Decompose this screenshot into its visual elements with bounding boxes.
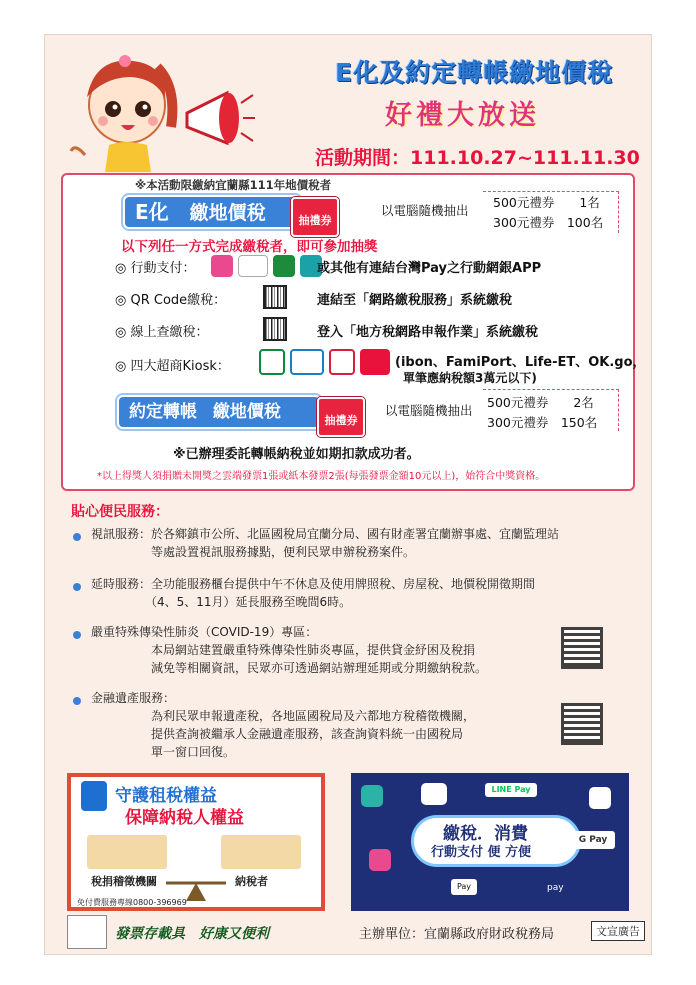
app-icon <box>369 849 391 871</box>
seven-eleven-logo-icon <box>259 349 285 375</box>
line-pay-badge: LINE Pay <box>485 783 537 797</box>
e-pay-pill-left: E化 <box>135 200 169 224</box>
hilife-logo-icon <box>329 349 355 375</box>
e-pay-pill <box>123 195 301 229</box>
method-mobile-payment-desc: 或其他有連結台灣Pay之行動網銀APP <box>317 261 542 276</box>
gift-box-icon <box>317 397 365 437</box>
mobile-payment-icons <box>211 255 322 281</box>
e-pay-draw-method: 以電腦隨機抽出 <box>381 203 469 218</box>
method-mobile-payment-label: ◎ 行動支付： <box>115 261 196 276</box>
gift-label: 抽禮券 <box>298 214 332 227</box>
hotline-text: 免付費服務專線0800-396969 <box>77 898 187 907</box>
app-icon <box>589 787 611 809</box>
covid-qr-code-icon[interactable] <box>561 627 603 669</box>
e-pay-prize-1: 500元禮券 1名 <box>493 195 600 210</box>
method-kiosk-desc: (ibon、FamiPort、Life-ET、OK.go， <box>395 355 646 370</box>
service-line: 金融遺產服務： <box>91 691 176 705</box>
headline-title: E化及約定轉帳繳地價稅 <box>335 58 614 87</box>
bank-app-icon <box>273 255 295 277</box>
pay-app-icon <box>211 255 233 277</box>
ad-tag: 文宣廣告 <box>591 921 645 941</box>
estate-qr-code-icon[interactable] <box>561 703 603 745</box>
banner-line-2: 保障納稅人權益 <box>125 808 244 828</box>
bullet-icon <box>73 533 81 541</box>
service-financial-estate <box>91 689 475 761</box>
eligibility-note: ※本活動限繳納宜蘭縣111年地價稅者 <box>135 178 332 192</box>
qr-code-icon <box>263 317 287 341</box>
gift-box-icon <box>291 197 339 237</box>
activity-period: 活動期間：111.10.27~111.11.30 <box>315 147 640 169</box>
service-line: 等處設置視訊服務據點，便利民眾申辦稅務案件。 <box>91 545 416 559</box>
bullet-icon <box>73 583 81 591</box>
method-online-label: ◎ 線上查繳稅： <box>115 325 209 340</box>
auto-pay-draw-method: 以電腦隨機抽出 <box>385 403 473 418</box>
method-qr-label: ◎ QR Code繳稅： <box>115 293 227 308</box>
taxpayer-rights-banner <box>67 773 325 911</box>
rights-list-left <box>87 835 167 869</box>
auto-pay-prize-1: 500元禮券 2名 <box>487 395 594 410</box>
service-line: （4、5、11月）延長服務至晚間6時。 <box>91 595 352 609</box>
balance-left-label: 稅捐稽徵機關 <box>91 875 157 888</box>
participation-condition: 以下列任一方式完成繳稅者，即可參加抽獎 <box>121 239 378 255</box>
convenience-store-logos <box>259 349 390 379</box>
megaphone-icon <box>177 83 257 153</box>
bullet-icon <box>73 697 81 705</box>
e-pay-prize-2: 300元禮券 100名 <box>493 215 604 230</box>
balance-right-label: 納稅者 <box>235 875 268 888</box>
app-icon <box>361 785 383 807</box>
pay-badge: pay <box>547 883 564 893</box>
mobile-payment-banner <box>351 773 629 911</box>
service-video <box>91 525 559 561</box>
service-extended-hours <box>91 575 535 611</box>
winner-footnote: *以上得獎人須捐贈未開獎之雲端發票1張或紙本發票2張(每張發票金額10元以上)，始符合中獎資格。 <box>97 471 546 482</box>
apple-pay-badge: Pay <box>451 879 477 895</box>
superhero-icon <box>81 781 107 811</box>
girl-mascot-illustration <box>65 47 185 172</box>
service-covid <box>91 623 487 677</box>
epay-icon <box>238 255 268 277</box>
organizer-text: 主辦單位：宜蘭縣政府財政稅務局 <box>359 927 555 942</box>
epay-app-icon <box>421 783 447 805</box>
service-line: 嚴重特殊傳染性肺炎（COVID-19）專區： <box>91 625 318 639</box>
ok-mart-logo-icon <box>360 349 390 375</box>
service-line: 本局網站建置嚴重特殊傳染性肺炎專區，提供貸金紓困及稅捐 <box>91 643 476 657</box>
auto-pay-prize-2: 300元禮券 150名 <box>487 415 598 430</box>
services-title: 貼心便民服務： <box>71 504 169 520</box>
google-pay-badge: G Pay <box>571 831 615 849</box>
auto-pay-note: ※已辦理委託轉帳納稅並如期扣款成功者。 <box>173 447 420 462</box>
footer-slogan: 發票存載具 好康又便利 <box>115 926 269 942</box>
method-kiosk-desc-2: 單筆應納稅額3萬元以下) <box>403 371 537 385</box>
flyer-sheet <box>44 34 652 955</box>
qr-code-icon <box>263 285 287 309</box>
familymart-logo-icon <box>290 349 324 375</box>
method-qr-desc: 連結至「網路繳稅服務」系統繳稅 <box>317 293 513 308</box>
app-logo-icon <box>67 915 107 949</box>
auto-pay-pill-left: 約定轉帳 <box>129 402 197 422</box>
headline-subtitle: 好禮大放送 <box>385 100 540 131</box>
method-kiosk-label: ◎ 四大超商Kiosk： <box>115 359 230 374</box>
service-line: 延時服務：全功能服務櫃台提供中午不休息及使用牌照稅、房屋稅、地價稅開徵期間 <box>91 577 536 591</box>
banner-slogan-line-2: 行動支付 便 方便 <box>431 845 532 860</box>
rights-list-right <box>221 835 301 869</box>
banner-line-1: 守護租稅權益 <box>115 786 217 806</box>
auto-pay-pill-right: 繳地價稅 <box>212 402 281 422</box>
service-line: 減免等相關資訊，民眾亦可透過網站辦理延期或分期繳納稅款。 <box>91 661 488 675</box>
banner-slogan-line-1: 繳稅．消費 <box>443 824 528 844</box>
bullet-icon <box>73 631 81 639</box>
method-online-desc: 登入「地方稅網路申報作業」系統繳稅 <box>317 325 539 340</box>
gift-label: 抽禮券 <box>324 414 358 427</box>
service-line: 提供查詢被繼承人金融遺產服務，該查詢資料統一由國稅局 <box>91 727 464 741</box>
service-line: 單一窗口回復。 <box>91 745 236 759</box>
service-line: 為利民眾申報遺產稅，各地區國稅局及六都地方稅稽徵機關， <box>91 709 476 723</box>
auto-pay-pill <box>117 395 321 429</box>
e-pay-pill-right: 繳地價稅 <box>189 202 266 224</box>
lottery-info-box <box>61 173 646 491</box>
service-line: 視訊服務：於各鄉鎮市公所、北區國稅局宜蘭分局、國有財產署宜蘭辦事處、宜蘭監理站 <box>91 527 560 541</box>
